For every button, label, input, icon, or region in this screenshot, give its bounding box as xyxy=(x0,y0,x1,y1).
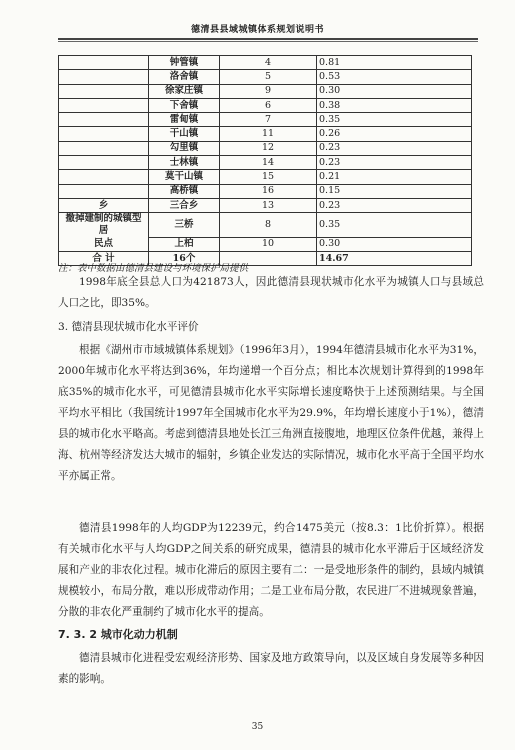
table-row xyxy=(59,156,472,170)
rank-cell: 6 xyxy=(220,98,317,112)
rank-cell: 15 xyxy=(220,170,317,184)
value-cell: 0.30 xyxy=(317,237,472,251)
value-cell: 0.26 xyxy=(317,127,472,141)
group-cell: 撤掉建制的城镇型居 xyxy=(59,213,149,238)
value-cell: 0.23 xyxy=(317,198,472,212)
table-row xyxy=(59,170,472,184)
table-row xyxy=(59,184,472,198)
group-cell xyxy=(59,156,149,170)
group-cell xyxy=(59,141,149,155)
value-cell: 0.38 xyxy=(317,98,472,112)
group-cell xyxy=(59,56,149,70)
town-name-cell: 下舍镇 xyxy=(149,98,220,112)
table-row xyxy=(59,127,472,141)
town-name-cell: 干山镇 xyxy=(149,127,220,141)
value-cell: 0.53 xyxy=(317,70,472,84)
total-count-cell: 16个 xyxy=(149,252,220,266)
total-label-cell: 合 计 xyxy=(59,252,149,266)
rank-cell: 12 xyxy=(220,141,317,155)
rank-cell: 11 xyxy=(220,127,317,141)
rank-cell: 5 xyxy=(220,70,317,84)
section-heading-mechanism: 7. 3. 2 城市化动力机制 xyxy=(58,628,178,641)
group-cell xyxy=(59,127,149,141)
paragraph-population: 1998年底全县总人口为421873人，因此德清县现状城市化水平为城镇人口与县域总人口之比，即35%。 xyxy=(58,276,484,309)
value-cell: 0.81 xyxy=(317,56,472,70)
town-name-cell: 高桥镇 xyxy=(149,184,220,198)
header-rule-thin xyxy=(58,41,478,42)
table-row xyxy=(59,113,472,127)
rank-cell: 14 xyxy=(220,156,317,170)
town-name-cell: 钟管镇 xyxy=(149,56,220,70)
table-row xyxy=(59,213,472,238)
value-cell: 0.23 xyxy=(317,141,472,155)
rank-cell: 10 xyxy=(220,237,317,251)
table-row xyxy=(59,237,472,251)
value-cell: 0.15 xyxy=(317,184,472,198)
town-table xyxy=(58,55,472,266)
paragraph-mechanism: 德清县城市化进程受宏观经济形势、国家及地方政策导向，以及区域自身发展等多种因素的影响。 xyxy=(58,652,484,685)
rank-cell: 9 xyxy=(220,84,317,98)
group-cell xyxy=(59,113,149,127)
paragraph-gdp: 德清县1998年的人均GDP为12239元，约合1475美元（按8.3：1比价折算）。根据有关城市化水平与人均GDP之间关系的研究成果，德清县的城市化水平滞后于区域经济发展和产业的非农化过程。城市化滞后的原因主要有二：一是受地形条件的制约，县域内城镇规模较小，布局分散，难以形成带动作用；二是工业布局分散，农民进厂不进城现象普遍，分散的非农化严重制约了城市化水平的提高。 xyxy=(58,522,484,618)
rank-cell: 7 xyxy=(220,113,317,127)
town-name-cell: 三合乡 xyxy=(149,198,220,212)
value-cell: 0.21 xyxy=(317,170,472,184)
table-row xyxy=(59,141,472,155)
town-name-cell: 勾里镇 xyxy=(149,141,220,155)
group-cell xyxy=(59,70,149,84)
value-cell: 0.30 xyxy=(317,84,472,98)
group-cell xyxy=(59,170,149,184)
rank-cell: 16 xyxy=(220,184,317,198)
group-cell xyxy=(59,84,149,98)
table-row xyxy=(59,70,472,84)
paragraph-evaluation: 根据《湖州市市域城镇体系规划》（1996年3月），1994年德清县城市化水平为31%，2000年城市化水平将达到36%，年均递增一个百分点；相比本次规划计算得到的1998年底35%的城市化水平，可见德清县城市化水平实际增长速度略快于上述预测结果。与全国平均水平相比（我国统计1997年全国城市化水平为29.9%，年均增长速度小于1%），德清县的城市化水平略高。考虑到德清县地处长江三角洲直接腹地，地理区位条件优越，兼得上海、杭州等经济发达大城市的辐射，乡镇企业发达的实际情况，城市化水平高于全国平均水平亦属正常。 xyxy=(58,344,484,482)
group-cell xyxy=(59,98,149,112)
section-heading-evaluation: 3. 德清县现状城市化水平评价 xyxy=(58,321,199,333)
table-row xyxy=(59,56,472,70)
table-row xyxy=(59,84,472,98)
town-name-cell: 洛舍镇 xyxy=(149,70,220,84)
town-name-cell: 徐家庄镇 xyxy=(149,84,220,98)
rank-cell: 4 xyxy=(220,56,317,70)
rank-cell: 8 xyxy=(220,213,317,238)
town-name-cell: 雷甸镇 xyxy=(149,113,220,127)
rank-cell: 13 xyxy=(220,198,317,212)
header-rule xyxy=(58,38,478,40)
town-name-cell: 三桥 xyxy=(149,213,220,238)
group-cell: 民点 xyxy=(59,237,149,251)
table-note: 注：表中数据由德清县建设与环境保护局提供 xyxy=(58,263,249,274)
town-name-cell: 莫干山镇 xyxy=(149,170,220,184)
town-name-cell: 上柏 xyxy=(149,237,220,251)
value-cell: 0.23 xyxy=(317,156,472,170)
value-cell: 0.35 xyxy=(317,113,472,127)
page-number: 35 xyxy=(251,722,264,732)
town-name-cell: 士林镇 xyxy=(149,156,220,170)
total-value-cell: 14.67 xyxy=(317,252,472,266)
table-row xyxy=(59,198,472,212)
group-cell: 乡 xyxy=(59,198,149,212)
value-cell: 0.35 xyxy=(317,213,472,238)
table-row xyxy=(59,98,472,112)
running-header: 德清县县域城镇体系规划说明书 xyxy=(190,25,324,35)
group-cell xyxy=(59,184,149,198)
